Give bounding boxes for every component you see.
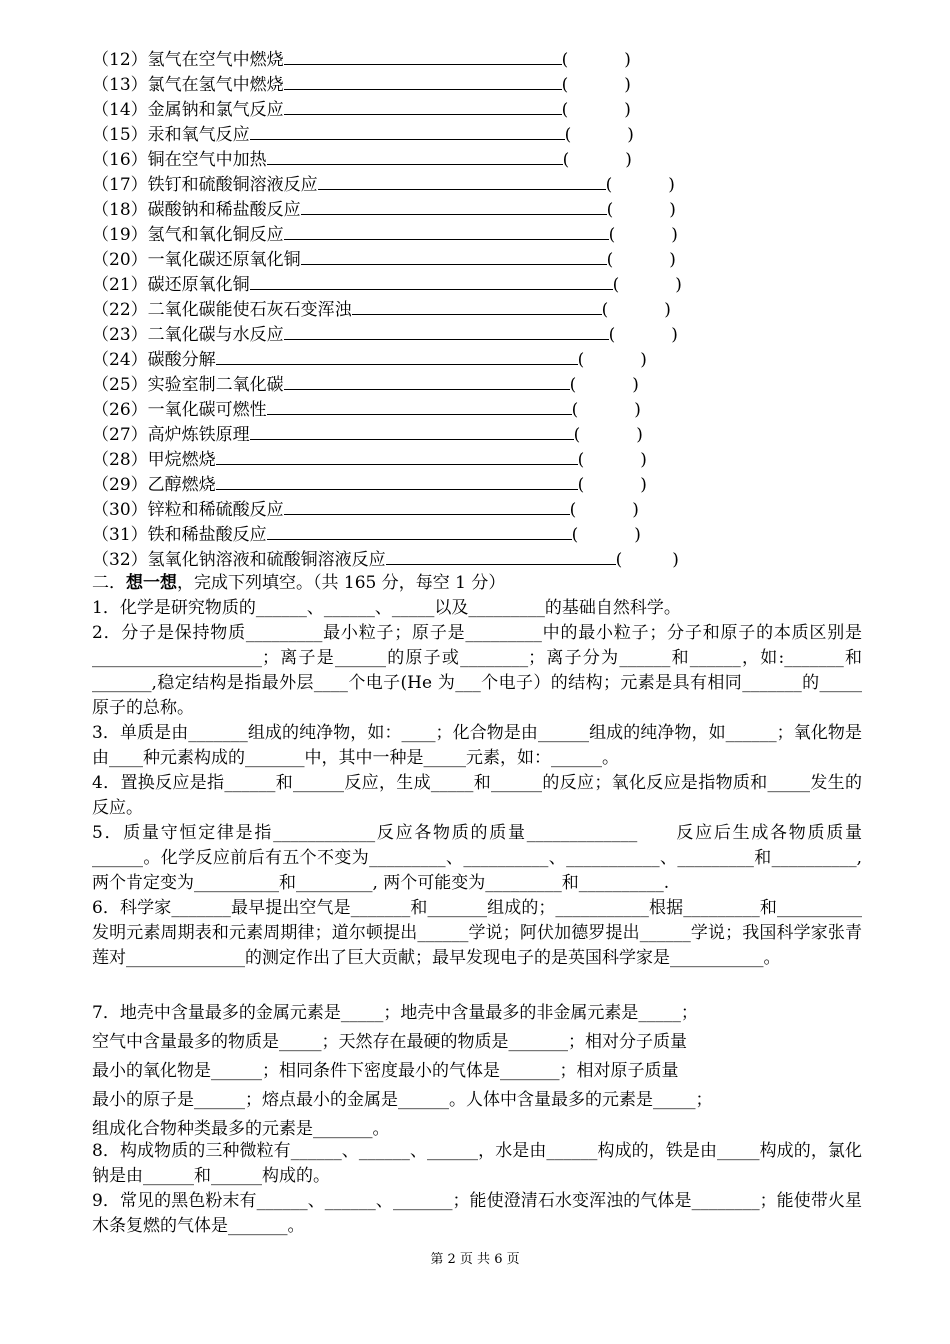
equation-number: （16）	[92, 150, 148, 170]
question-4: 4．置换反应是指______和______反应，生成_____和______的反应；氧化反应是指物质和_____发生的反应。	[92, 773, 862, 818]
equation-label: 二氧化碳与水反应	[147, 325, 284, 345]
reaction-type-open-paren: (	[569, 500, 577, 520]
equation-item	[92, 496, 639, 521]
equation-label: 铜在空气中加热	[147, 150, 267, 170]
equation-item	[92, 146, 632, 171]
question-7-line: 7．地壳中含量最多的金属元素是_____；地壳中含量最多的非金属元素是_____；	[92, 1003, 698, 1023]
question-5: 5．质量守恒定律是指____________反应各物质的质量_____________ 反应后生成各物质质量______。化学反应前后有五个不变为_________、__________、___________、_________和__________, 两个肯定变为__________和_________, 两个可能变为_________和__________.	[92, 823, 862, 893]
reaction-type-close-paren: )	[672, 550, 679, 570]
equation-item	[92, 296, 671, 321]
equation-answer-blank[interactable]	[301, 246, 607, 265]
question-7-line: 最小的氧化物是______；相同条件下密度最小的气体是_______；相对原子质量	[92, 1061, 679, 1081]
equation-answer-blank[interactable]	[267, 146, 563, 165]
equation-answer-blank[interactable]	[216, 346, 578, 365]
equation-item	[92, 96, 631, 121]
equation-label: 实验室制二氧化碳	[147, 375, 284, 395]
equation-answer-blank[interactable]	[250, 271, 613, 290]
reaction-type-close-paren: )	[640, 475, 647, 495]
section-2-title-bold: 想一想	[126, 573, 177, 593]
equation-number: （12）	[92, 50, 148, 70]
question-7-line: 组成化合物种类最多的元素是_______。	[92, 1119, 390, 1139]
reaction-type-open-paren: (	[608, 325, 616, 345]
equation-number: （27）	[92, 425, 148, 445]
equation-item	[92, 46, 631, 71]
question-8: 8．构成物质的三种微粒有______、______、______，水是由______构成的，铁是由_____构成的，氯化钠是由______和______构成的。	[92, 1141, 862, 1186]
reaction-type-open-paren: (	[571, 525, 579, 545]
equation-label: 锌粒和稀硫酸反应	[147, 500, 284, 520]
equation-answer-blank[interactable]	[318, 171, 606, 190]
equation-label: 氢气在空气中燃烧	[147, 50, 284, 70]
equation-answer-blank[interactable]	[216, 471, 578, 490]
equation-answer-blank[interactable]	[284, 71, 562, 90]
equation-number: （32）	[92, 550, 148, 570]
reaction-type-open-paren: (	[601, 300, 609, 320]
equation-item	[92, 546, 679, 571]
equation-number: （23）	[92, 325, 148, 345]
equation-number: （30）	[92, 500, 148, 520]
equation-answer-blank[interactable]	[284, 496, 570, 515]
equation-label: 碳酸分解	[147, 350, 216, 370]
equation-number: （15）	[92, 125, 148, 145]
reaction-type-open-paren: (	[605, 175, 613, 195]
section-2-title-rest: ，完成下列填空。（共 165 分，每空 1 分）	[177, 573, 506, 593]
equation-label: 碳还原氧化铜	[147, 275, 250, 295]
reaction-type-open-paren: (	[612, 275, 620, 295]
equation-label: 二氧化碳能使石灰石变浑浊	[147, 300, 352, 320]
equation-label: 碳酸钠和稀盐酸反应	[147, 200, 301, 220]
equation-label: 乙醇燃烧	[147, 475, 216, 495]
reaction-type-close-paren: )	[624, 75, 631, 95]
reaction-type-open-paren: (	[606, 200, 614, 220]
equation-label: 氢气和氧化铜反应	[147, 225, 284, 245]
equation-item	[92, 196, 676, 221]
reaction-type-open-paren: (	[606, 250, 614, 270]
equation-answer-blank[interactable]	[284, 371, 570, 390]
equation-number: （28）	[92, 450, 148, 470]
reaction-type-close-paren: )	[634, 525, 641, 545]
equation-number: （24）	[92, 350, 148, 370]
equation-item	[92, 346, 647, 371]
page-footer: 第 2 页 共 6 页	[430, 1252, 520, 1267]
reaction-type-open-paren: (	[564, 125, 572, 145]
equation-answer-blank[interactable]	[216, 446, 578, 465]
reaction-type-close-paren: )	[669, 200, 676, 220]
equation-answer-blank[interactable]	[301, 196, 607, 215]
reaction-type-close-paren: )	[640, 450, 647, 470]
reaction-type-close-paren: )	[636, 425, 643, 445]
equation-answer-blank[interactable]	[267, 396, 572, 415]
equation-label: 氢氧化钠溶液和硫酸铜溶液反应	[147, 550, 386, 570]
equation-item	[92, 421, 643, 446]
equation-number: （22）	[92, 300, 148, 320]
equation-label: 铁和稀盐酸反应	[147, 525, 267, 545]
reaction-type-close-paren: )	[632, 375, 639, 395]
equation-answer-blank[interactable]	[267, 521, 572, 540]
reaction-type-open-paren: (	[571, 400, 579, 420]
section-2-heading	[92, 571, 505, 596]
question-7	[92, 999, 862, 1144]
equation-number: （19）	[92, 225, 148, 245]
equation-label: 汞和氧气反应	[147, 125, 250, 145]
reaction-type-open-paren: (	[615, 550, 623, 570]
reaction-type-close-paren: )	[675, 275, 682, 295]
equation-number: （18）	[92, 200, 148, 220]
equation-number: （29）	[92, 475, 148, 495]
equation-number: （25）	[92, 375, 148, 395]
equation-item	[92, 121, 634, 146]
reaction-type-open-paren: (	[561, 50, 569, 70]
equation-item	[92, 171, 675, 196]
reaction-type-open-paren: (	[577, 475, 585, 495]
equation-answer-blank[interactable]	[284, 321, 609, 340]
reaction-type-close-paren: )	[668, 175, 675, 195]
reaction-type-open-paren: (	[608, 225, 616, 245]
reaction-type-close-paren: )	[671, 325, 678, 345]
reaction-type-close-paren: )	[669, 250, 676, 270]
question-1: 1．化学是研究物质的______、______、_____以及_________的基础自然科学。	[92, 598, 681, 618]
reaction-type-open-paren: (	[562, 150, 570, 170]
equation-item	[92, 71, 631, 96]
reaction-type-close-paren: )	[634, 400, 641, 420]
equation-item	[92, 521, 641, 546]
equation-item	[92, 246, 676, 271]
reaction-type-open-paren: (	[561, 100, 569, 120]
reaction-type-open-paren: (	[573, 425, 581, 445]
equation-label: 甲烷燃烧	[147, 450, 216, 470]
equation-item	[92, 446, 647, 471]
question-7-line: 最小的原子是______；熔点最小的金属是______。人体中含量最多的元素是_____；	[92, 1090, 713, 1110]
equation-item	[92, 371, 639, 396]
equation-number: （13）	[92, 75, 148, 95]
reaction-type-close-paren: )	[625, 150, 632, 170]
reaction-type-close-paren: )	[624, 50, 631, 70]
equation-item	[92, 321, 678, 346]
equation-label: 一氧化碳可燃性	[147, 400, 267, 420]
equation-answer-blank[interactable]	[352, 296, 602, 315]
equation-answer-blank[interactable]	[250, 421, 574, 440]
equation-label: 铁钉和硫酸铜溶液反应	[147, 175, 318, 195]
equation-answer-blank[interactable]	[250, 121, 565, 140]
equation-answer-blank[interactable]	[284, 221, 609, 240]
equation-item	[92, 221, 678, 246]
reaction-type-close-paren: )	[627, 125, 634, 145]
equation-number: （17）	[92, 175, 148, 195]
equation-number: （26）	[92, 400, 148, 420]
equation-label: 氯气在氢气中燃烧	[147, 75, 284, 95]
question-3: 3．单质是由_______组成的纯净物，如：____；化合物是由______组成的纯净物，如______；氧化物是由____种元素构成的_______中，其中一种是_____元素，如：______。	[92, 723, 862, 768]
equation-number: （14）	[92, 100, 148, 120]
equation-item	[92, 271, 682, 296]
section-2-prefix: 二．	[92, 573, 126, 593]
reaction-type-open-paren: (	[569, 375, 577, 395]
equation-item	[92, 471, 647, 496]
equation-label: 高炉炼铁原理	[147, 425, 250, 445]
equation-number: （21）	[92, 275, 148, 295]
question-9: 9．常见的黑色粉末有______、______、_______；能使澄清石水变浑浊的气体是________；能使带火星木条复燃的气体是_______。	[92, 1191, 862, 1236]
equation-answer-blank[interactable]	[284, 46, 562, 65]
question-7-line: 空气中含量最多的物质是_____；天然存在最硬的物质是_______；相对分子质量	[92, 1032, 687, 1052]
equation-label: 金属钠和氯气反应	[147, 100, 284, 120]
equation-item	[92, 396, 641, 421]
reaction-type-open-paren: (	[577, 350, 585, 370]
reaction-type-open-paren: (	[577, 450, 585, 470]
equation-answer-blank[interactable]	[284, 96, 562, 115]
reaction-type-open-paren: (	[561, 75, 569, 95]
reaction-type-close-paren: )	[624, 100, 631, 120]
equation-answer-blank[interactable]	[386, 546, 616, 565]
question-6: 6．科学家_______最早提出空气是_______和_______组成的；___________根据_________和__________发明元素周期表和元素周期律；道尔顿提出______学说；阿伏加德罗提出______学说；我国科学家张青莲对______________的测定作出了巨大贡献；最早发现电子的是英国科学家是___________。	[92, 898, 862, 968]
equation-number: （20）	[92, 250, 148, 270]
reaction-type-close-paren: )	[640, 350, 647, 370]
reaction-type-close-paren: )	[632, 500, 639, 520]
equation-number: （31）	[92, 525, 148, 545]
equation-label: 一氧化碳还原氧化铜	[147, 250, 301, 270]
question-2: 2．分子是保持物质_________最小粒子；原子是_________中的最小粒子；分子和原子的本质区别是____________________；离子是______的原子或________；离子分为______和______，如:_______和_______,稳定结构是指最外层____个电子(He 为___个电子）的结构；元素是具有相同_______的_____原子的总称。	[92, 623, 862, 718]
reaction-type-close-paren: )	[671, 225, 678, 245]
reaction-type-close-paren: )	[664, 300, 671, 320]
